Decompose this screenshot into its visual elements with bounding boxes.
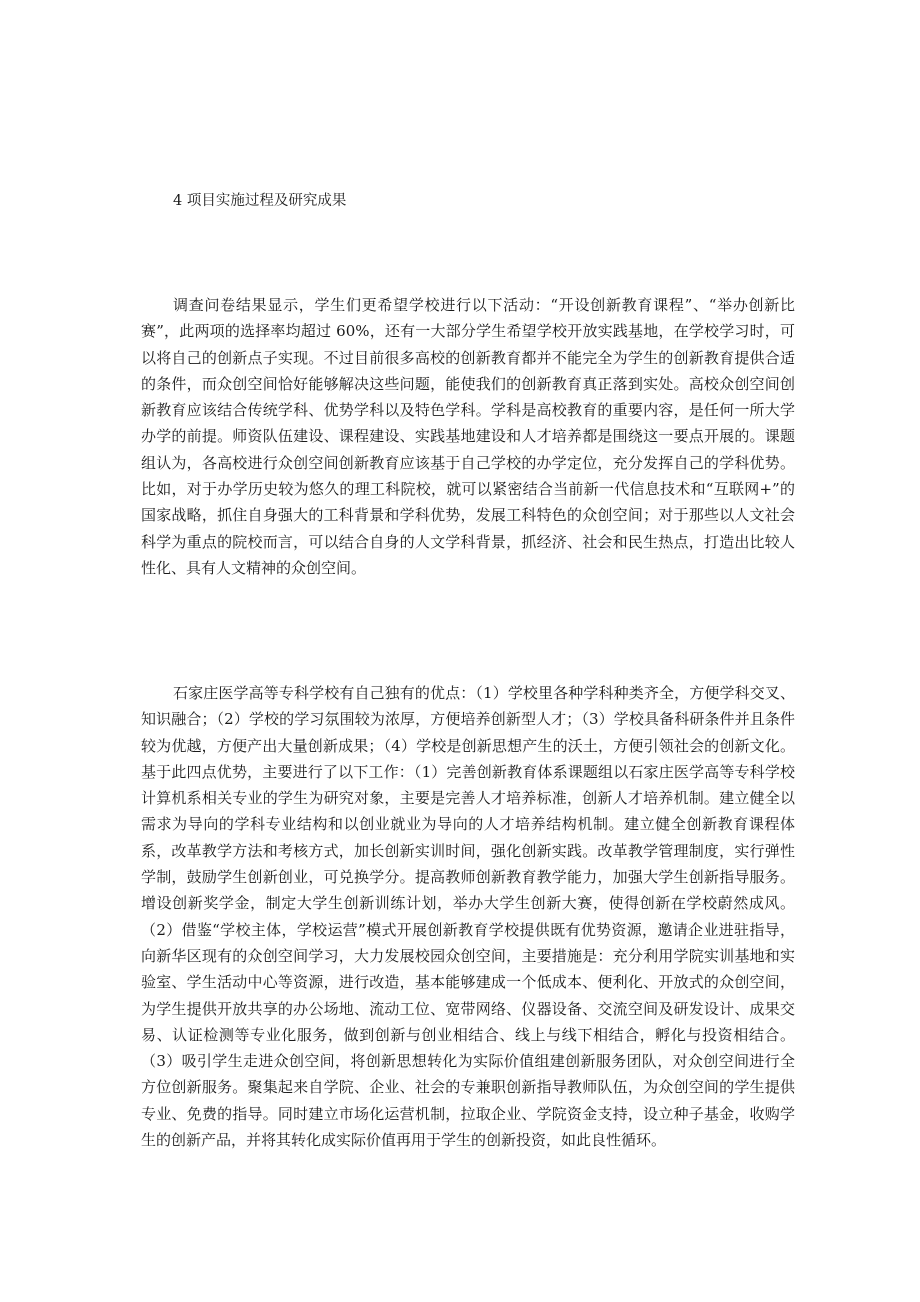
body-paragraph-school-advantages: 石家庄医学高等专科学校有自己独有的优点：（1）学校里各种学科种类齐全，方便学科交叉、知识融合；（2）学校的学习氛围较为浓厚，方便培养创新型人才；（3）学校具备科研条件并且条件较为优越，方便产出大量创新成果；（4）学校是创新思想产生的沃土，方便引领社会的创新文化。基于此四点优势，主要进行了以下工作：（1）完善创新教育体系课题组以石家庄医学高等专科学校计算机系相关专业的学生为研究对象，主要是完善人才培养标准，创新人才培养机制。建立健全以需求为导向的学科专业结构和以创业就业为导向的人才培养结构机制。建立健全创新教育课程体系，改革教学方法和考核方式，加长创新实训时间，强化创新实践。改革教学管理制度，实行弹性学制，鼓励学生创新创业，可兑换学分。提高教师创新教育教学能力，加强大学生创新指导服务。增设创新奖学金，制定大学生创新训练计划，举办大学生创新大赛，使得创新在学校蔚然成风。（2）借鉴“学校主体，学校运营”模式开展创新教育学校提供既有优势资源，邀请企业进驻指导，向新华区现有的众创空间学习，大力发展校园众创空间，主要措施是：充分利用学院实训基地和实验室、学生活动中心等资源，进行改造，基本能够建成一个低成本、便利化、开放式的众创空间，为学生提供开放共享的办公场地、流动工位、宽带网络、仪器设备、交流空间及研发设计、成果交易、认证检测等专业化服务，做到创新与创业相结合、线上与线下相结合，孵化与投资相结合。（3）吸引学生走进众创空间，将创新思想转化为实际价值组建创新服务团队，对众创空间进行全方位创新服务。聚集起来自学院、企业、社会的专兼职创新指导教师队伍，为众创空间的学生提供专业、免费的指导。同时建立市场化运营机制，拉取企业、学院资金支持，设立种子基金，收购学生的创新产品，并将其转化成实际价值再用于学生的创新投资，如此良性循环。 bbox=[141, 684, 795, 1150]
section-heading: 4 项目实施过程及研究成果 bbox=[173, 193, 347, 209]
body-paragraph-survey-results: 调查问卷结果显示，学生们更希望学校进行以下活动：“开设创新教育课程”、“举办创新比赛”，此两项的选择率均超过 60%，还有一大部分学生希望学校开放实践基地，在学校学习时，可以将自己的创新点子实现。不过目前很多高校的创新教育都并不能完全为学生的创新教育提供合适的条件，而众创空间恰好能够解决这些问题，能使我们的创新教育真正落到实处。高校众创空间创新教育应该结合传统学科、优势学科以及特色学科。学科是高校教育的重要内容，是任何一所大学办学的前提。师资队伍建设、课程建设、实践基地建设和人才培养都是围绕这一要点开展的。课题组认为，各高校进行众创空间创新教育应该基于自己学校的办学定位，充分发挥自己的学科优势。比如，对于办学历史较为悠久的理工科院校，就可以紧密结合当前新一代信息技术和“互联网+”的国家战略，抓住自身强大的工科背景和学科优势，发展工科特色的众创空间；对于那些以人文社会科学为重点的院校而言，可以结合自身的人文学科背景，抓经济、社会和民生热点，打造出比较人性化、具有人文精神的众创空间。 bbox=[141, 296, 795, 577]
